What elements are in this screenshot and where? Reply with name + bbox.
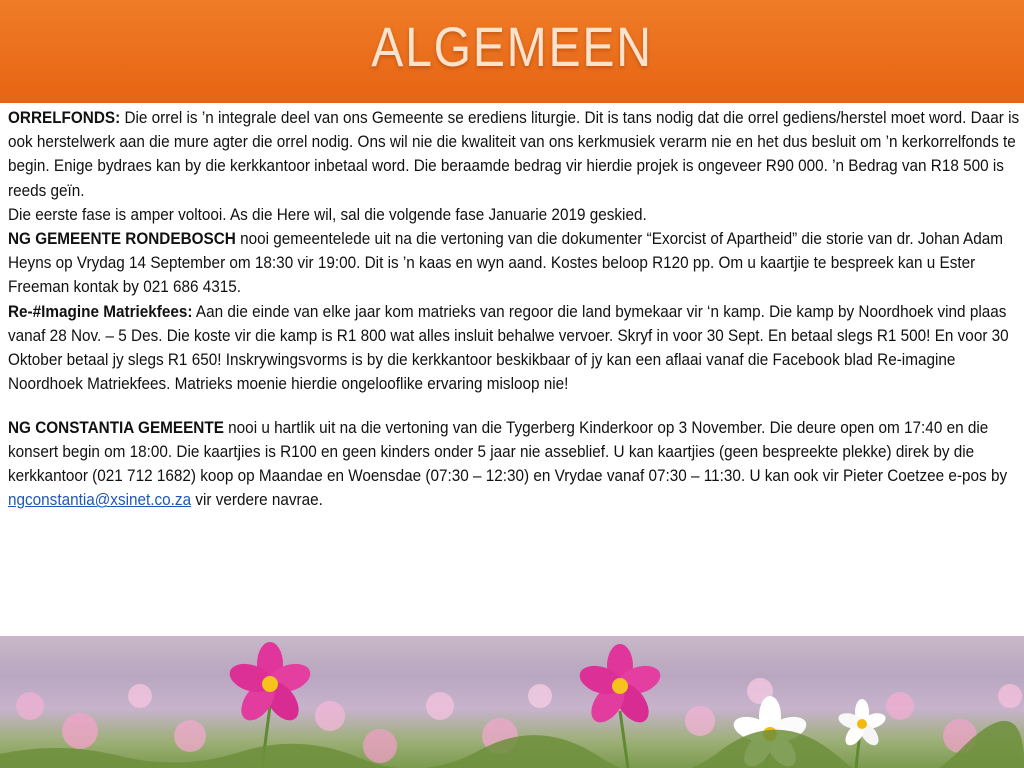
email-link[interactable]: ngconstantia@xsinet.co.za <box>8 490 192 510</box>
section-orrelfonds <box>8 106 1020 203</box>
section-note: Die eerste fase is amper voltooi. As die Here wil, sal die volgende fase Januarie 2019 geskied. <box>8 204 647 224</box>
section-heading: ORRELFONDS: <box>8 108 121 127</box>
page-title: ALGEMEEN <box>371 15 653 78</box>
section-body: Die orrel is ’n integrale deel van ons Gemeente se erediens liturgie. Dit is tans nodig dat die orrel gediens/herstel moet word. Daar is ook herstelwerk aan die mure agter die orrel nodig. Ons wil nie die kwaliteit van ons kerkmusiek verarm nie en het dus besluit om ’n kerkorrelfonds te begin. Enige bydraes kan by die kerkkantoor inbetaal word. Die beraamde bedrag vir hierdie projek is ongeveer R90 000. ’n Bedrag van R18 500 is reeds geïn. <box>8 108 1020 200</box>
header-banner <box>0 0 1024 103</box>
section-matriekfees <box>8 300 1020 397</box>
flower-field-image <box>0 636 1024 768</box>
section-heading: NG GEMEENTE RONDEBOSCH <box>8 229 236 249</box>
section-body: nooi gemeentelede uit na die vertoning van die dokumenter “Exorcist of Apartheid” die storie van dr. Johan Adam Heyns op Vrydag 14 September om 18:30 vir 19:00. Dit is ’n kaas en wyn aand. Kostes beloop R120 pp. Om u kaartjie te bespreek kan u Ester Freeman kontak by 021 686 4315. <box>8 229 1004 297</box>
section-heading: NG CONSTANTIA GEMEENTE <box>8 417 224 437</box>
white-cosmos-small <box>836 699 887 749</box>
section-rondebosch <box>8 227 1020 300</box>
section-matriekfees-box <box>8 300 1020 416</box>
section-heading: Re-#Imagine Matriekfees: <box>8 301 193 321</box>
announcements <box>8 106 1020 634</box>
section-tail: vir verdere navrae. <box>191 490 323 510</box>
section-body: Aan die einde van elke jaar kom matrieks van regoor die land bymekaar vir ‘n kamp. Die kamp by Noordhoek vind plaas vanaf 28 Nov. – 5 Des. Die koste vir die kamp is R1 800 wat alles insluit behalwe vervoer. Skryf in voor 30 Sept. En betaal slegs R1 500! En voor 30 Oktober betaal jy slegs R1 650! Inskrywingsvorms is by die kerkkantoor beskikbaar of jy kan een aflaai vanaf die Facebook blad Re-imagine Noordhoek Matriekfees. Matrieks moenie hierdie ongelooflike ervaring misloop nie! <box>8 301 1009 394</box>
cosmos-flowers-illustration <box>0 636 1024 768</box>
section-body: nooi u hartlik uit na die vertoning van die Tygerberg Kinderkoor op 3 November. Die deure open om 17:40 en die konsert begin om 18:00. Die kaartjies is R100 en geen kinders onder 5 jaar nie asseblief. U kan kaartjies (geen bespreekte plekke) direk by die kerkkantoor (021 712 1682) koop op Maandae en Woensdae (07:30 – 12:30) en Vrydae vanaf 07:30 – 11:30. U kan ook vir Pieter Coetzee e-pos by <box>8 417 1008 486</box>
section-constantia <box>8 416 1020 513</box>
